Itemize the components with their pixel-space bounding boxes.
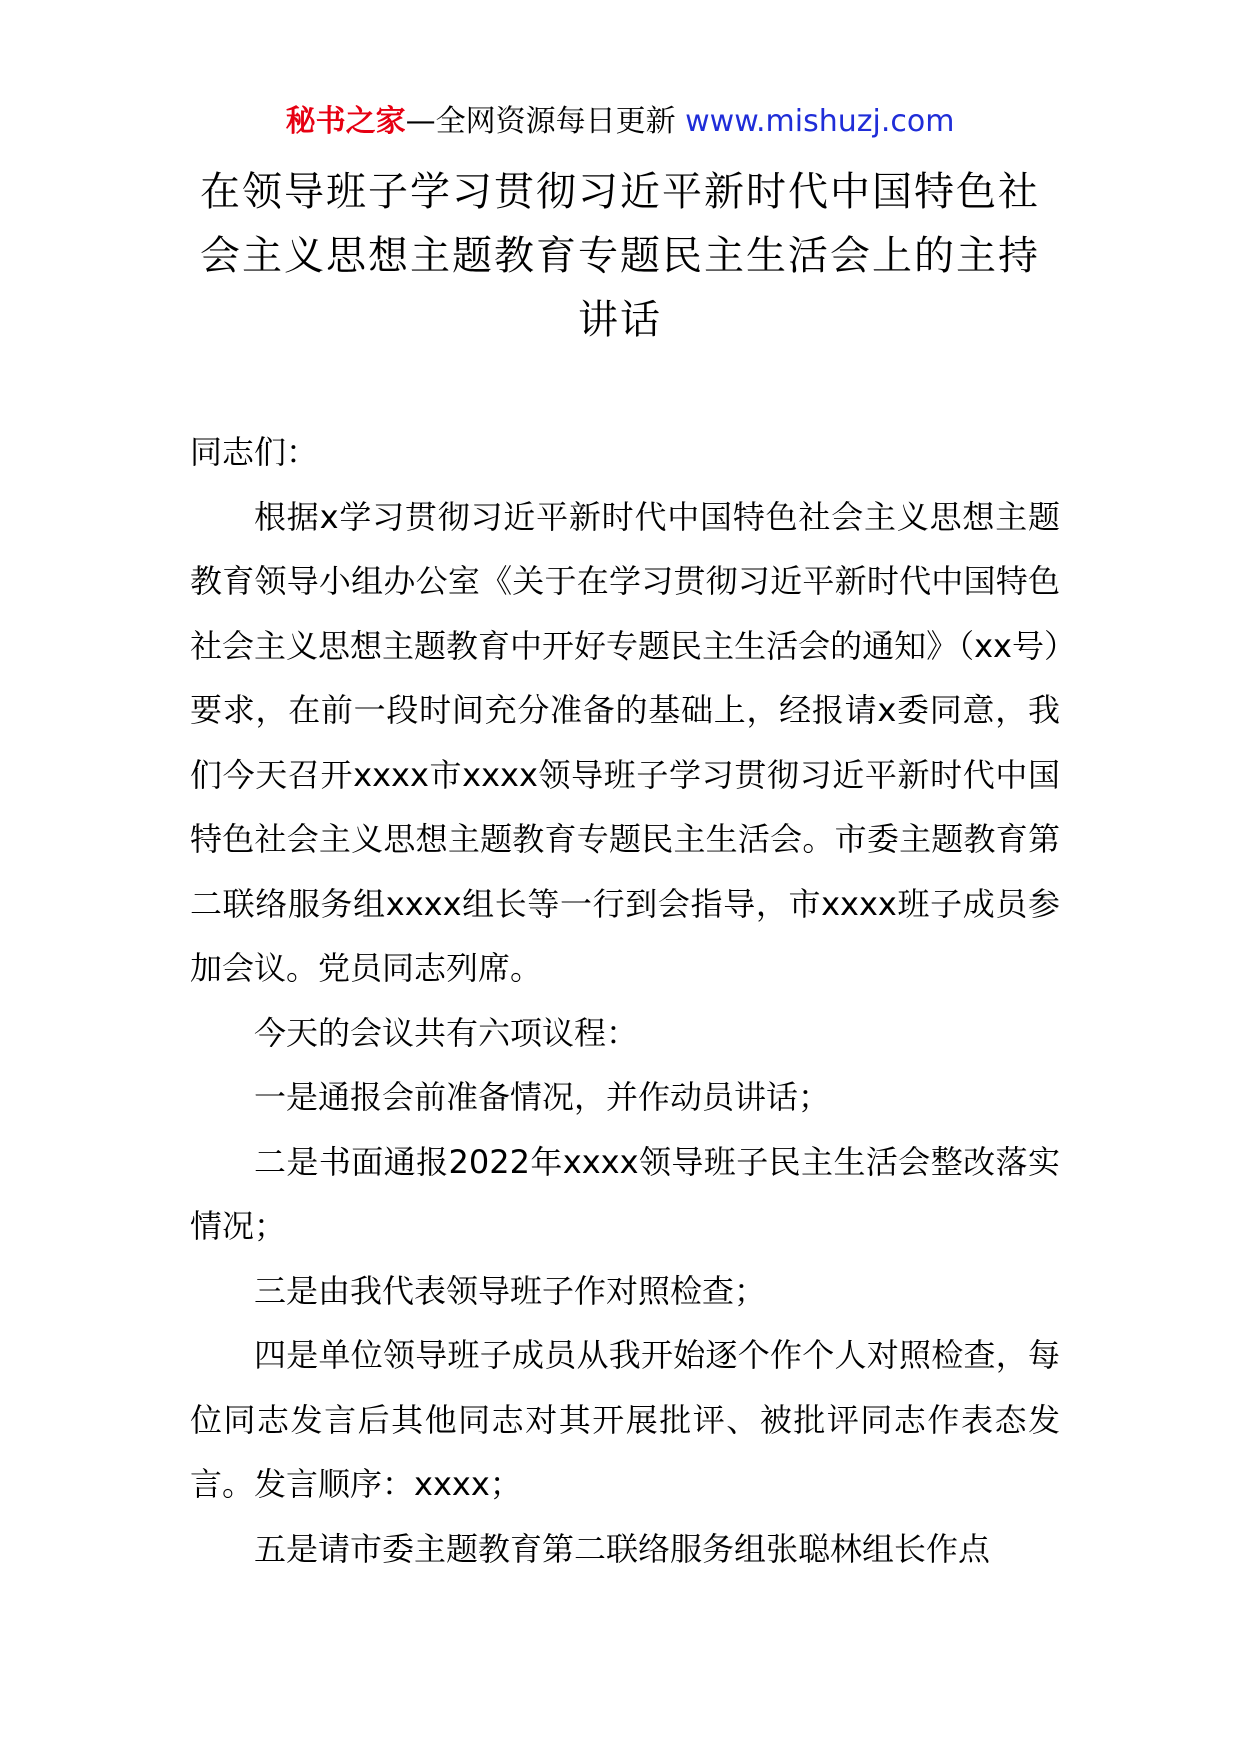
paragraph-agenda-item-5: 五是请市委主题教育第二联络服务组张聪林组长作点	[254, 1529, 991, 1568]
document-title: 在领导班子学习贯彻习近平新时代中国特色社会主义思想主题教育专题民主生活会上的主持讲话	[200, 169, 1040, 343]
salutation: 同志们：	[190, 433, 319, 471]
brand-name: 秘书之家	[285, 104, 406, 139]
document-body	[190, 420, 1060, 1581]
site-link[interactable]: www.mishuzj.com	[685, 104, 955, 139]
paragraph-agenda-item-3: 三是由我代表领导班子作对照检查；	[254, 1271, 767, 1310]
watermark-header	[0, 100, 1240, 144]
paragraph-agenda-heading: 今天的会议共有六项议程：	[254, 1013, 639, 1052]
paragraph-agenda-item-1: 一是通报会前准备情况，并作动员讲话；	[254, 1078, 831, 1116]
header-tagline: —全网资源每日更新	[405, 104, 676, 139]
paragraph-agenda-item-2: 二是书面通报2022年xxxx领导班子民主生活会整改落实情况；	[190, 1142, 1060, 1245]
paragraph-intro: 根据x学习贯彻习近平新时代中国特色社会主义思想主题教育领导小组办公室《关于在学习贯彻习近平新时代中国特色社会主义思想主题教育中开好专题民主生活会的通知》（xx号）要求，在前一段时间充分准备的基础上，经报请x委同意，我们今天召开xxxx市xxxx领导班子学习贯彻习近平新时代中国特色社会主义思想主题教育专题民主生活会。市委主题教育第二联络服务组xxxx组长等一行到会指导，市xxxx班子成员参加会议。党员同志列席。	[190, 497, 1060, 987]
paragraph-agenda-item-4: 四是单位领导班子成员从我开始逐个作个人对照检查，每位同志发言后其他同志对其开展批评、被批评同志作表态发言。发言顺序：xxxx；	[190, 1336, 1060, 1503]
